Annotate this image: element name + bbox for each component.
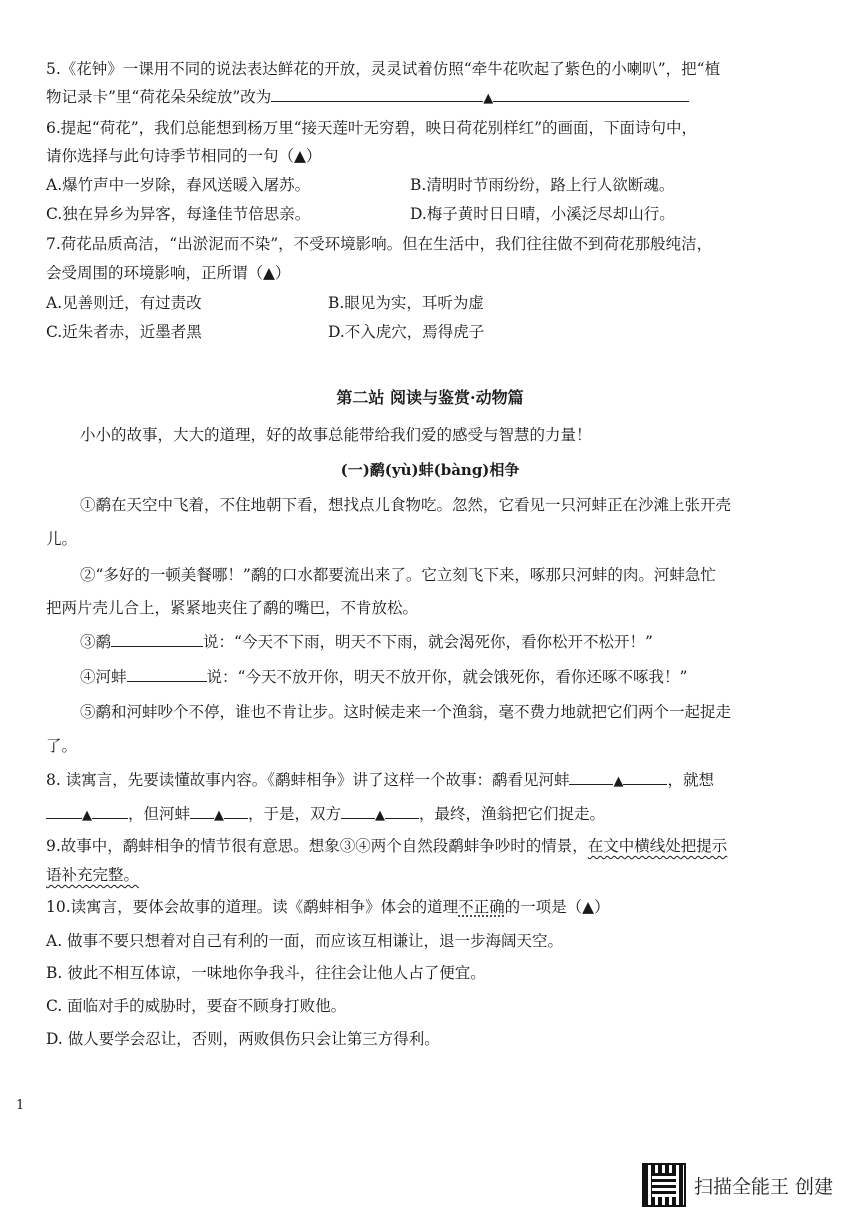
q5-triangle: ▲ xyxy=(483,91,494,106)
q6-option-d[interactable]: D.梅子黄时日日晴，小溪泛尽却山行。 xyxy=(410,205,675,223)
q7-option-d[interactable]: D.不入虎穴，焉得虎子 xyxy=(328,323,485,341)
q8-line2 xyxy=(46,803,820,827)
q8-blank-3a[interactable] xyxy=(190,804,214,819)
story-p5-line1: ⑤鹬和河蚌吵个不停，谁也不肯让步。这时候走来一个渔翁，毫不费力地就把它们两个一起捉走 xyxy=(80,703,732,721)
q7-options-row2 xyxy=(46,321,820,343)
q8-blank-1b[interactable] xyxy=(623,770,667,785)
q9-emphasis-2: 语补充完整。 xyxy=(46,866,140,884)
qr-code-icon xyxy=(642,1163,686,1207)
section-intro: 小小的故事，大大的道理，好的故事总能带给我们爱的感受与智慧的力量！ xyxy=(80,426,592,444)
story-p4-lead: ④河蚌 xyxy=(80,668,127,686)
q8-text-e: ，最终，渔翁把它们捉走。 xyxy=(419,805,606,823)
q10-option-a[interactable]: A. 做事不要只想着对自己有利的一面，而应该互相谦让，退一步海阔天空。 xyxy=(46,932,564,950)
page-number: 1 xyxy=(16,1098,25,1113)
q8-blank-3b[interactable] xyxy=(224,804,248,819)
watermark-text: 扫描全能王 创建 xyxy=(694,1175,834,1198)
q7-option-a[interactable]: A.见善则迁，有过责改 xyxy=(46,294,202,312)
q6-line2: 请你选择与此句诗季节相同的一句（▲） xyxy=(46,147,322,165)
q10-option-d[interactable]: D. 做人要学会忍让，否则，两败俱伤只会让第三方得利。 xyxy=(46,1030,440,1048)
q8-triangle-2: ▲ xyxy=(82,808,92,823)
q10-line1 xyxy=(46,896,820,918)
story-p4 xyxy=(80,666,820,688)
q10-option-c[interactable]: C. 面临对手的威胁时，要奋不顾身打败他。 xyxy=(46,997,347,1015)
q7-line1: 7.荷花品质高洁，“出淤泥而不染”，不受环境影响。但在生活中，我们往往做不到荷花那般纯洁， xyxy=(46,235,713,253)
q9-line1 xyxy=(46,835,820,857)
q8-text-b: ，就想 xyxy=(667,771,714,789)
q6-option-c[interactable]: C.独在异乡为异客，每逢佳节倍思亲。 xyxy=(46,205,311,223)
q5-line2 xyxy=(46,86,820,110)
q8-triangle-3: ▲ xyxy=(214,808,225,823)
story-p2-line2: 把两片壳儿合上，紧紧地夹住了鹬的嘴巴，不肯放松。 xyxy=(46,599,419,617)
q10-emphasis: 不正确 xyxy=(458,898,505,916)
story-p3-blank[interactable] xyxy=(111,632,203,647)
q5-answer-blank-1[interactable] xyxy=(271,87,483,102)
q10-text-end: 的一项是（▲） xyxy=(504,898,610,916)
q9-emphasis: 在文中横线处把提示 xyxy=(587,837,728,855)
q6-option-b[interactable]: B.清明时节雨纷纷，路上行人欲断魂。 xyxy=(410,176,675,194)
q8-triangle-1: ▲ xyxy=(613,774,624,789)
q10-option-b[interactable]: B. 彼此不相互体谅，一味地你争我斗，往往会让他人占了便宜。 xyxy=(46,964,486,982)
q8-text-d: ，于是，双方 xyxy=(248,805,342,823)
story-p5-line2: 了。 xyxy=(46,737,78,755)
story-p1-line1: ①鹬在天空中飞着，不住地朝下看，想找点儿食物吃。忽然，它看见一只河蚌正在沙滩上张开壳 xyxy=(80,496,732,514)
q8-blank-1a[interactable] xyxy=(569,770,613,785)
story-title: (一)鹬(yù)蚌(bàng)相争 xyxy=(340,461,520,479)
section-title: 第二站 阅读与鉴赏·动物篇 xyxy=(336,388,524,407)
story-p3 xyxy=(80,631,820,653)
q6-option-a[interactable]: A.爆竹声中一岁除，春风送暖入屠苏。 xyxy=(46,176,311,194)
q7-option-b[interactable]: B.眼见为实，耳听为虚 xyxy=(328,294,484,312)
q8-blank-4b[interactable] xyxy=(385,804,419,819)
q8-text-c: ，但河蚌 xyxy=(128,805,191,823)
scanner-watermark xyxy=(642,1163,833,1207)
q6-options-row1 xyxy=(46,174,820,196)
q7-options-row1 xyxy=(46,292,820,314)
story-p1-line2: 儿。 xyxy=(46,530,78,548)
q8-blank-2a[interactable] xyxy=(46,804,82,819)
q8-line1 xyxy=(46,769,820,793)
q6-options-row2 xyxy=(46,203,820,225)
q10-text: 10.读寓言，要体会故事的道理。读《鹬蚌相争》体会的道理 xyxy=(46,898,459,916)
story-p2-line1: ②“多好的一顿美餐哪！”鹬的口水都要流出来了。它立刻飞下来，啄那只河蚌的肉。河蚌急忙 xyxy=(80,566,716,584)
story-p4-text: 说：“今天不放开你，明天不放开你，就会饿死你，看你还啄不啄我！” xyxy=(206,668,688,686)
story-p3-lead: ③鹬 xyxy=(80,633,112,651)
q9-text: 9.故事中，鹬蚌相争的情节很有意思。想象③④两个自然段鹬蚌争吵时的情景， xyxy=(46,837,588,855)
q8-triangle-4: ▲ xyxy=(375,808,386,823)
q6-line1: 6.提起“荷花”，我们总能想到杨万里“接天莲叶无穷碧，映日荷花别样红”的画面，下面诗句中， xyxy=(46,119,697,137)
q5-answer-blank-2[interactable] xyxy=(493,87,689,102)
q9-line2 xyxy=(46,864,820,886)
q8-blank-2b[interactable] xyxy=(92,804,128,819)
story-p3-text: 说：“今天不下雨，明天不下雨，就会渴死你，看你松开不松开！” xyxy=(203,633,653,651)
q7-line2: 会受周围的环境影响，正所谓（▲） xyxy=(46,264,291,282)
q7-option-c[interactable]: C.近朱者赤，近墨者黑 xyxy=(46,323,202,341)
q5-line1: 5.《花钟》一课用不同的说法表达鲜花的开放，灵灵试着仿照“牵牛花吹起了紫色的小喇叭”，把“植 xyxy=(46,60,721,78)
q8-blank-4a[interactable] xyxy=(341,804,375,819)
q5-prompt: 物记录卡”里“荷花朵朵绽放”改为 xyxy=(46,88,272,106)
story-p4-blank[interactable] xyxy=(127,667,207,682)
q8-prompt: 8. 读寓言，先要读懂故事内容。《鹬蚌相争》讲了这样一个故事：鹬看见河蚌 xyxy=(46,771,570,789)
